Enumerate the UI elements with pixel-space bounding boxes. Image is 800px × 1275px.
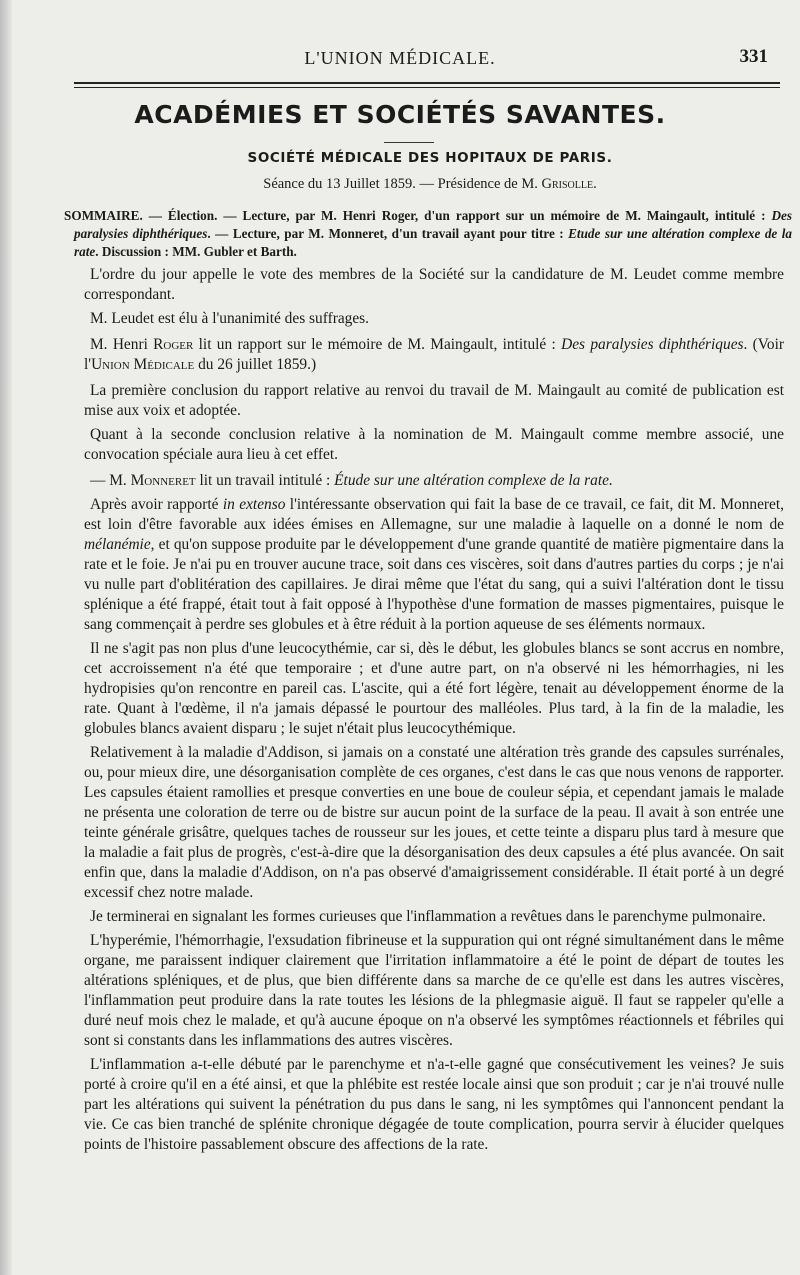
summary-title-2: Etude sur une altération complexe de la rate xyxy=(74,226,792,259)
session-suffix: . xyxy=(593,176,597,192)
section-title: ACADÉMIES ET SOCIÉTÉS SAVANTES. xyxy=(134,100,666,129)
p3-prefix: M. Henri xyxy=(90,336,154,353)
summary-text-3: . Discussion : MM. Gubler et Barth. xyxy=(95,244,297,259)
p3-journal: Union Médicale xyxy=(91,356,195,373)
summary-title-1: Des paralysies diphthériques xyxy=(74,208,792,241)
p3-text: lit un rapport sur le mémoire de M. Maingault, intitulé : xyxy=(193,336,562,353)
session-president: Grisolle xyxy=(541,176,594,192)
paragraph-second-conclusion: Quant à la seconde conclusion relative à la nomination de M. Maingault comme membre associé, une convocation spéciale aura lieu à cet effet. xyxy=(84,426,784,463)
p7-text-2: , et qu'on suppose produite par le développement d'une grande quantité de matière pigmentaire dans la rate et le foie. Je n'ai pu en trouver aucune trace, soit dans ces viscères, soit dans d'autres parties du corps ; je n'ai vu nulle part d'oblitération des capillaires. Je dirai même que l'état du sang, qui a suivi l'altération dont le tissu splénique a été frappé, était tout à fait opposé à l'hypothèse d'une formation de masses pigmentaires, puisque le sang commençait à perdre ses globules et à être réduit à la portion aqueuse de ses éléments normaux. xyxy=(84,536,784,633)
p6-text: lit un travail intitulé : xyxy=(195,472,335,489)
p6-prefix: — M. xyxy=(90,472,131,489)
p3-ref-suffix: du 26 juillet 1859.) xyxy=(194,356,317,373)
paragraph-leucocythemia: Il ne s'agit pas non plus d'une leucocythémie, car si, dès le début, les globules blancs se sont accrus en nombre, cet accroissement n'a été que temporaire ; et d'une autre part, on n'a observé ni les hémorrhagies, ni les hydropisies qu'on rencontre en pareil cas. L'ascite, qui a été fort légère, tenait au développement énorme de la rate. Quant à l'œdème, il n'a jamais dépassé le pourtour des malléoles. Plus tard, à la fin de la maladie, les globules blancs avaient disparu ; le sujet n'était plus leucocythémique. xyxy=(84,640,784,737)
p7-latin: in extenso xyxy=(222,496,286,513)
p7-term: mélanémie xyxy=(84,536,151,553)
p7-prefix: Après avoir rapporté xyxy=(90,496,223,513)
paragraph-addison: Relativement à la maladie d'Addison, si jamais on a constaté une altération très grande des capsules surrénales, ou, pour mieux dire, une désorganisation complète de ces organes, c'est dans le cas que nous venons de rapporter. Les capsules étaient ramollies et presque converties en une boue de couleur sépia, et cependant jamais le malade ne présenta une coloration de terre ou de bistre sur aucun point de la surface de la peau. Il avait à son entrée une teinte générale grisâtre, quelques taches de rousseur sur les joues, et cette teinte a disparu plus tard à mesure que la maladie a fait plus de progrès, c'est-à-dire que la désorganisation des deux capsules a été plus avancée. On sait enfin que, dans la maladie d'Addison, on n'a pas observé d'amaigrissement considérable. Il était porté à un degré excessif chez notre malade. xyxy=(84,744,784,901)
summary-block xyxy=(64,207,792,261)
p6-title: Étude sur une altération complexe de la rate. xyxy=(334,472,613,489)
running-title: L'UNION MÉDICALE. xyxy=(304,48,496,68)
paragraph-monneret-lecture xyxy=(84,471,784,491)
paragraph-phlebitis: L'inflammation a-t-elle débuté par le parenchyme et n'a-t-elle gagné que consécutivement les veines? Je suis porté à croire qu'il en a été ainsi, et que la phlébite est restée locale ainsi que son produit ; car je n'ai trouvé nulle part les altérations qui suivent la pénétration du pus dans le sang, ni les symptômes qui l'annoncent pendant la vie. Ce cas bien tranché de splénite chronique dégagée de toute complication, pourra servir à élucider quelques points de l'histoire passablement obscure des affections de la rate. xyxy=(84,1056,784,1153)
session-line xyxy=(0,176,800,193)
paragraph-election: M. Leudet est élu à l'unanimité des suffrages. xyxy=(90,310,370,327)
paragraph-pulmonary: Je terminerai en signalant les formes curieuses que l'inflammation a revêtues dans le parenchyme pulmonaire. xyxy=(90,908,766,925)
article-body xyxy=(84,265,784,1159)
society-heading: SOCIÉTÉ MÉDICALE DES HOPITAUX DE PARIS. xyxy=(247,150,613,166)
paragraph-first-conclusion: La première conclusion du rapport relative au renvoi du travail de M. Maingault au comité de publication est mise aux voix et adoptée. xyxy=(84,382,784,419)
session-prefix: Séance du 13 Juillet 1859. — Présidence de M. xyxy=(263,176,542,192)
paragraph-inflammation: L'hyperémie, l'hémorrhagie, l'exsudation fibrineuse et la suppuration qui ont régné simultanément dans le même organe, me paraissent indiquer clairement que l'irritation inflammatoire a été le point de départ de toutes les altérations spléniques, et de plus, que bien différente dans sa marche de ce qu'elle est dans les autres viscères, l'inflammation peut produire dans la rate toutes les lésions de la phlegmasie aiguë. Il faut se rappeler qu'elle a duré neuf mois chez le malade, et qu'à aucune époque on n'a observé les symptômes réactionnels et fébriles qui sont si constants dans les inflammations des autres viscères. xyxy=(84,932,784,1049)
page-number: 331 xyxy=(739,46,768,67)
paragraph-report xyxy=(84,335,784,375)
summary-text-1: — Élection. — Lecture, par M. Henri Roger, d'un rapport sur un mémoire de M. Maingault, intitulé : xyxy=(142,208,772,223)
p6-name: Monneret xyxy=(130,472,196,489)
title-divider xyxy=(384,142,434,143)
p3-ref-prefix: . (Voir l' xyxy=(84,336,785,373)
p7-text-1: l'intéressante observation qui fait la base de ce travail, ce fait, dit M. Monneret, est loin d'être favorable aux idées émises en Allemagne, sur une maladie à laquelle on a donné le nom de xyxy=(84,496,785,533)
paragraph-vote: L'ordre du jour appelle le vote des membres de la Société sur la candidature de M. Leudet comme membre correspondant. xyxy=(84,266,784,303)
p3-title: Des paralysies diphthériques xyxy=(561,336,744,353)
header-rule xyxy=(74,82,780,88)
summary-label: SOMMAIRE. xyxy=(64,208,143,223)
paragraph-observation xyxy=(84,495,784,635)
p3-name: Roger xyxy=(153,336,194,353)
summary-text-2: . — Lecture, par M. Monneret, d'un travail ayant pour titre : xyxy=(207,226,569,241)
